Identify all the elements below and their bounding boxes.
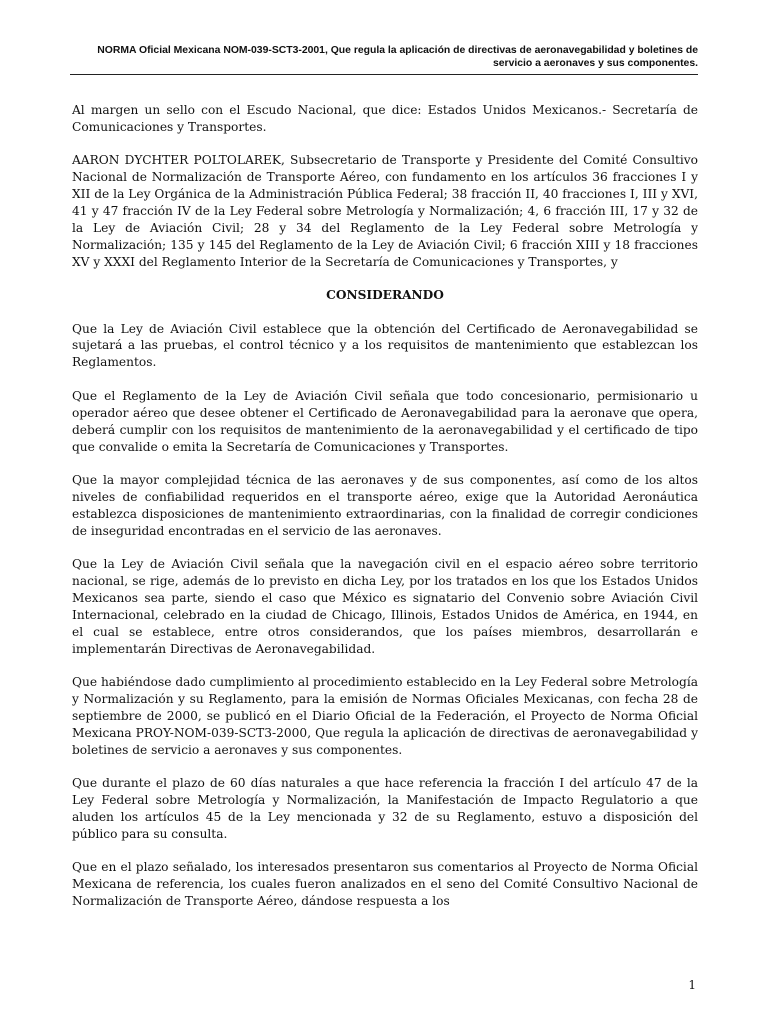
page-number: 1: [688, 978, 696, 992]
considerando-paragraph: Que el Reglamento de la Ley de Aviación Civil señala que todo concesionario, permisionario u operador aéreo que desee obtener el Certificado de Aeronavegabilidad para la aeronave que opera, deberá cumplir con los requisitos de mantenimiento de la aeronavegabilidad y el certificado de tipo que convalide o emita la Secretaría de Comunicaciones y Transportes.: [72, 388, 698, 454]
considerando-paragraph: Que habiéndose dado cumplimiento al procedimiento establecido en la Ley Federal sobre Metrología y Normalización y su Reglamento, para la emisión de Normas Oficiales Mexicanas, con fecha 28 de septiembre de 2000, se publicó en el Diario Oficial de la Federación, el Proyecto de Norma Oficial Mexicana PROY-NOM-039-SCT3-2000, Que regula la aplicación de directivas de aeronavegabilidad y boletines de servicio a aeronaves y sus componentes.: [72, 674, 698, 757]
header-divider: [70, 74, 698, 75]
considerando-paragraph: Que la Ley de Aviación Civil establece que la obtención del Certificado de Aeronavegabilidad se sujetará a las pruebas, el control técnico y a los requisitos de mantenimiento que establezcan los Reglamentos.: [72, 321, 698, 370]
considerando-paragraph: Que la Ley de Aviación Civil señala que la navegación civil en el espacio aéreo sobre territorio nacional, se rige, además de lo previsto en dicha Ley, por los tratados en los que los Estados Unidos Mexicanos sea parte, siendo el caso que México es signatario del Convenio sobre Aviación Civil Internacional, celebrado en la ciudad de Chicago, Illinois, Estados Unidos de América, en 1944, en el cual se establece, entre otros considerandos, que los países miembros, desarrollarán e implementarán Directivas de Aeronavegabilidad.: [72, 557, 698, 656]
considerando-paragraph: Que en el plazo señalado, los interesados presentaron sus comentarios al Proyecto de Norma Oficial Mexicana de referencia, los cuales fueron analizados en el seno del Comité Consultivo Nacional de Normalización de Transporte Aéreo, dándose respuesta a los: [72, 860, 698, 908]
signatory-paragraph: AARON DYCHTER POLTOLAREK, Subsecretario de Transporte y Presidente del Comité Consultivo Nacional de Normalización de Transporte Aéreo, con fundamento en los artículos 36 fracciones I y XII de la Ley Orgánica de la Administración Pública Federal; 38 fracción II, 40 fracciones I, III y XVI, 41 y 47 fracción IV de la Ley Federal sobre Metrología y Normalización; 4, 6 fracción III, 17 y 32 de la Ley de Aviación Civil; 28 y 34 del Reglamento de la Ley Federal sobre Metrología y Normalización; 135 y 145 del Reglamento de la Ley de Aviación Civil; 6 fracción XIII y 18 fracciones XV y XXXI del Reglamento Interior de la Secretaría de Comunicaciones y Transportes, y: [72, 153, 698, 269]
section-heading: CONSIDERANDO: [326, 288, 444, 303]
intro-paragraph: Al margen un sello con el Escudo Nacional, que dice: Estados Unidos Mexicanos.- Secretaría de Comunicaciones y Transportes.: [72, 103, 698, 134]
document-body: [72, 102, 698, 926]
document-header: NORMA Oficial Mexicana NOM-039-SCT3-2001, Que regula la aplicación de directivas de aeronavegabilidad y boletines de servicio a aeronaves y sus componentes.: [97, 45, 698, 69]
considerando-paragraph: Que la mayor complejidad técnica de las aeronaves y de sus componentes, así como de los altos niveles de confiabilidad requeridos en el transporte aéreo, exige que la Autoridad Aeronáutica establezca disposiciones de mantenimiento extraordinarias, con la finalidad de corregir condiciones de inseguridad encontradas en el servicio de las aeronaves.: [72, 472, 698, 538]
considerando-paragraph: Que durante el plazo de 60 días naturales a que hace referencia la fracción I del artículo 47 de la Ley Federal sobre Metrología y Normalización, la Manifestación de Impacto Regulatorio a que aluden los artículos 45 de la Ley mencionada y 32 de su Reglamento, estuvo a disposición del público para su consulta.: [72, 776, 698, 841]
